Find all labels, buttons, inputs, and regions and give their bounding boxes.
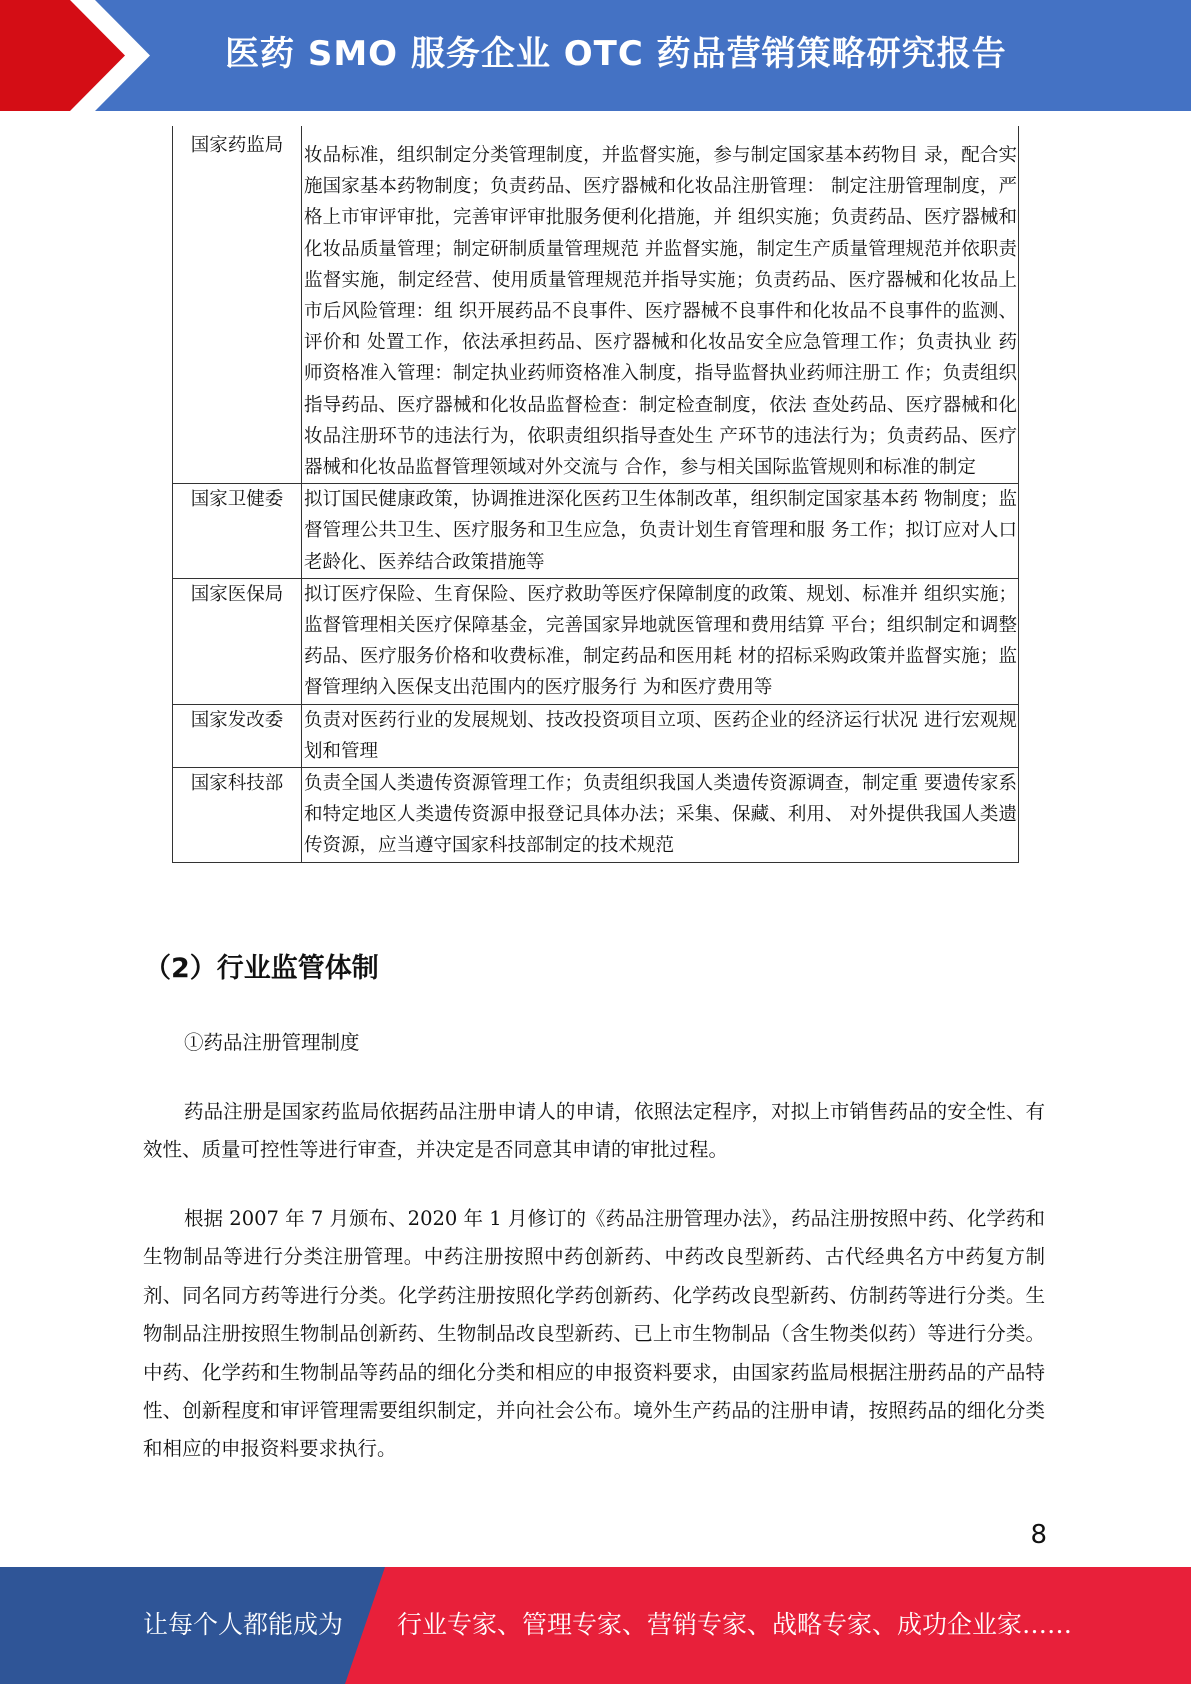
table-row xyxy=(173,704,1019,767)
footer-slogan-right: 行业专家、管理专家、营销专家、战略专家、成功企业家…… xyxy=(397,1610,1073,1639)
sub-heading: ①药品注册管理制度 xyxy=(184,1031,360,1054)
regulator-name: 国家发改委 xyxy=(173,704,302,767)
section-heading: （2）行业监管体制 xyxy=(144,953,379,984)
table-row xyxy=(173,768,1019,863)
footer-slogan-left: 让每个人都能成为 xyxy=(143,1610,344,1639)
regulator-name: 国家医保局 xyxy=(173,578,302,704)
regulator-duties: 拟订医疗保险、生育保险、医疗救助等医疗保障制度的政策、规划、标准并 组织实施；监督管理相关医疗保障基金，完善国家异地就医管理和费用结算 平台；组织制定和调整药品、医疗服务价格和收费标准，制定药品和医用耗 材的招标采购政策并监督实施；监督管理纳入医保支出范围内的医疗服务行 为和医疗费用等 xyxy=(302,578,1019,704)
regulator-duties: 拟订国民健康政策，协调推进深化医药卫生体制改革，组织制定国家基本药 物制度；监督管理公共卫生、医疗服务和卫生应急，负责计划生育管理和服 务工作；拟订应对人口老龄化、医养结合政策措施等 xyxy=(302,484,1019,579)
regulator-duties: 负责对医药行业的发展规划、技改投资项目立项、医药企业的经济运行状况 进行宏观规划和管理 xyxy=(302,704,1019,767)
regulator-name: 国家卫健委 xyxy=(173,484,302,579)
table-row xyxy=(173,126,1019,484)
body-paragraph: 根据 2007 年 7 月颁布、2020 年 1 月修订的《药品注册管理办法》，药品注册按照中药、化学药和生物制品等进行分类注册管理。中药注册按照中药创新药、中药改良型新药、古代经典名方中药复方制剂、同名同方药等进行分类。化学药注册按照化学药创新药、化学药改良型新药、仿制药等进行分类。生物制品注册按照生物制品创新药、生物制品改良型新药、已上市生物制品（含生物类似药）等进行分类。中药、化学药和生物制品等药品的细化分类和相应的申报资料要求，由国家药监局根据注册药品的产品特性、创新程度和审评管理需要组织制定，并向社会公布。境外生产药品的注册申请，按照药品的细化分类和相应的申报资料要求执行。 xyxy=(143,1207,1045,1461)
regulator-name: 国家药监局 xyxy=(173,126,302,484)
page-header xyxy=(0,0,1191,111)
page-number: 8 xyxy=(1030,1520,1047,1550)
regulator-duties: 妆品标准，组织制定分类管理制度，并监督实施，参与制定国家基本药物目 录，配合实施国家基本药物制度；负责药品、医疗器械和化妆品注册管理： 制定注册管理制度，严格上市审评审批，完善审评审批服务便利化措施，并 组织实施；负责药品、医疗器械和化妆品质量管理；制定研制质量管理规范 并监督实施，制定生产质量管理规范并依职责监督实施，制定经营、使用质量管理规范并指导实施；负责药品、医疗器械和化妆品上市后风险管理：组 织开展药品不良事件、医疗器械不良事件和化妆品不良事件的监测、评价和 处置工作，依法承担药品、医疗器械和化妆品安全应急管理工作；负责执业 药师资格准入管理：制定执业药师资格准入制度，指导监督执业药师注册工 作；负责组织指导药品、医疗器械和化妆品监督检查：制定检查制度，依法 查处药品、医疗器械和化妆品注册环节的违法行为，依职责组织指导查处生 产环节的违法行为；负责药品、医疗器械和化妆品监督管理领域对外交流与 合作，参与相关国际监管规则和标准的制定 xyxy=(302,126,1019,484)
regulator-duties-table xyxy=(172,126,1019,863)
regulator-name: 国家科技部 xyxy=(173,768,302,863)
body-paragraph: 药品注册是国家药监局依据药品注册申请人的申请，依照法定程序，对拟上市销售药品的安全性、有效性、质量可控性等进行审查，并决定是否同意其申请的审批过程。 xyxy=(143,1100,1045,1162)
page-footer xyxy=(0,1567,1191,1684)
regulator-duties: 负责全国人类遗传资源管理工作；负责组织我国人类遗传资源调查，制定重 要遗传家系和特定地区人类遗传资源申报登记具体办法；采集、保藏、利用、 对外提供我国人类遗传资源，应当遵守国家科技部制定的技术规范 xyxy=(302,768,1019,863)
report-title: 医药 SMO 服务企业 OTC 药品营销策略研究报告 xyxy=(225,34,1007,74)
table-row xyxy=(173,578,1019,704)
table-row xyxy=(173,484,1019,579)
